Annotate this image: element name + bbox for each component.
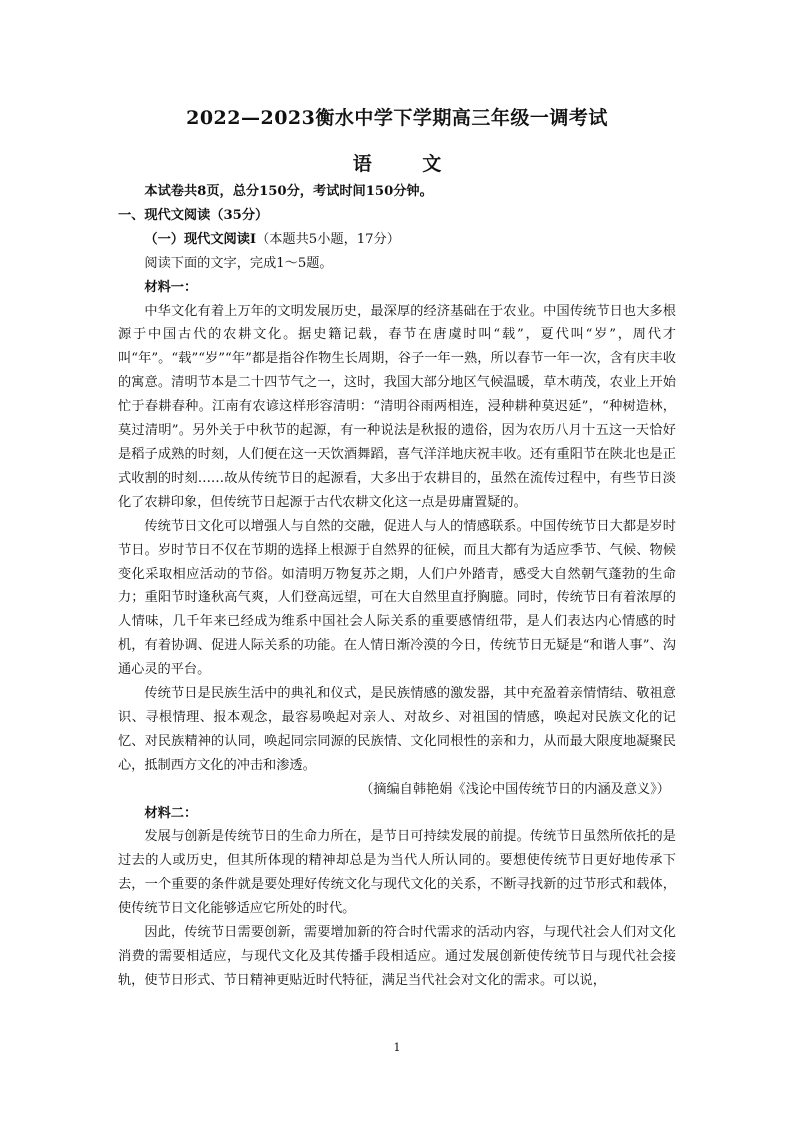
material-2-paragraph: 发展与创新是传统节日的生命力所在，是节日可持续发展的前提。传统节日虽然所依托的是过去的人或历史，但其所体现的精神却总是为当代人所认同的。要想使传统节日更好地传承下去，一个重要的条件就是要处理好传统文化与现代文化的关系，不断寻找新的过节形式和载体，使传统节日文化能够适应它所处的时代。 [118,829,676,917]
exam-info: 本试卷共8页，总分150分，考试时间150分钟。 [144,184,433,199]
subject-title: 语 文 [352,153,464,175]
part-title: （一）现代文阅读I [144,231,257,247]
part-heading [118,228,676,252]
material-2-heading: 材料二： [144,805,198,821]
material-2-paragraph: 因此，传统节日需要创新，需要增加新的符合时代需求的活动内容，与现代社会人们对文化消费的需要相适应，与现代文化及其传播手段相适应。通过发展创新使传统节日与现代社会接轨，使节日形式、节日精神更贴近时代特征，满足当代社会对文化的需求。可以说， [118,925,676,988]
page-number: 1 [393,1041,401,1054]
material-1-paragraph: 传统节日是民族生活中的典礼和仪式，是民族情感的激发器，其中充盈着亲情情结、敬祖意识、寻根情理、报本观念，最容易唤起对亲人、对故乡、对祖国的情感，唤起对民族文化的记忆、对民族精神的认同，唤起同宗同源的民族情、文化同根性的亲和力，从而最大限度地凝聚民心，抵制西方文化的冲击和渗透。 [118,686,676,773]
section-heading: 一、现代文阅读（35分） [118,207,269,223]
exam-content [118,180,676,993]
material-1-paragraph: 中华文化有着上万年的文明发展历史，最深厚的经济基础在于农业。中国传统节日也大多根源于中国古代的农耕文化。据史籍记载，春节在唐虞时叫“载”，夏代叫“岁”，周代才叫“年”。“载”“岁”“年”都是指谷作物生长周期，谷子一年一熟，所以春节一年一次，含有庆丰收的寓意。清明节本是二十四节气之一，这时，我国大部分地区气候温暖，草木萌茂，农业上开始忙于春耕春种。江南有农谚这样形容清明：“清明谷雨两相连，浸种耕种莫迟延”，“种树造林，莫过清明”。另外关于中秋节的起源，有一种说法是秋报的遗俗，因为农历八月十五这一天恰好是稻子成熟的时刻，人们便在这一天饮酒舞蹈，喜气洋洋地庆祝丰收。还有重阳节在陕北也是正式收割的时刻……故从传统节日的起源看，大多出于农耕目的，虽然在流传过程中，有些节日淡化了农耕印象，但传统节日起源于古代农耕文化这一点是毋庸置疑的。 [118,303,676,510]
exam-title: 2022—2023衡水中学下学期高三年级一调考试 [186,107,608,129]
material-1-paragraph: 传统节日文化可以增强人与自然的交融，促进人与人的情感联系。中国传统节日大都是岁时节日。岁时节日不仅在节期的选择上根源于自然界的征候，而且大都有为适应季节、气候、物候变化采取相应活动的节俗。如清明万物复苏之期，人们户外踏青，感受大自然朝气蓬勃的生命力；重阳节时逢秋高气爽，人们登高远望，可在大自然里直抒胸臆。同时，传统节日有着浓厚的人情味，几千年来已经成为维系中国社会人际关系的重要感情纽带，是人们表达内心情感的时机，有着协调、促进人际关系的功能。在人情日渐冷漠的今日，传统节日无疑是“和谐人事”、沟通心灵的平台。 [118,518,676,678]
reading-instruction: 阅读下面的文字，完成1～5题。 [144,255,333,271]
part-note: （本题共5小题，17分） [256,231,400,247]
material-1-source: （摘编自韩艳娟《浅论中国传统节日的内涵及意义》） [360,781,670,797]
material-1-heading: 材料一： [144,279,198,295]
